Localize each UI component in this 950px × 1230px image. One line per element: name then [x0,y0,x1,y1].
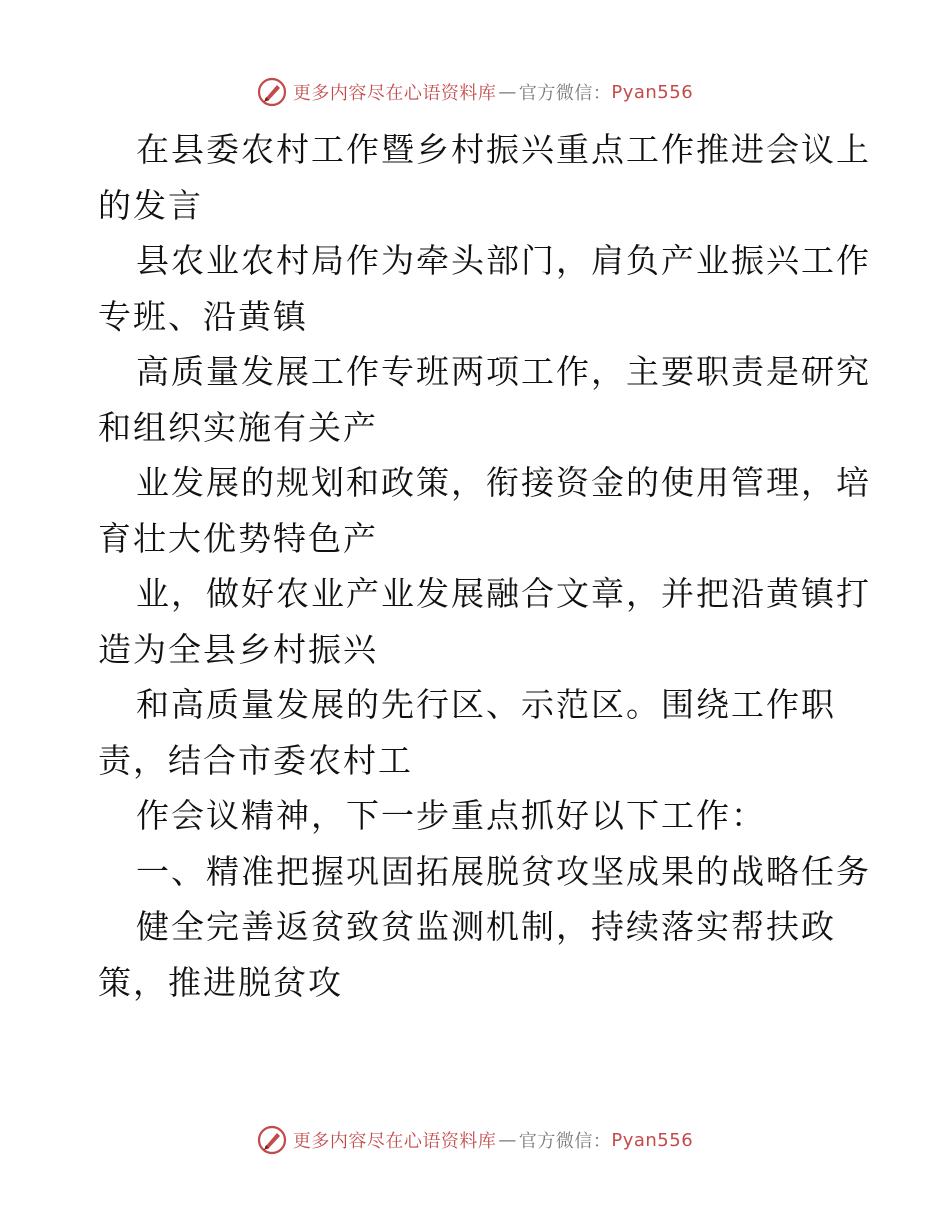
watermark-label: 官方微信： [518,83,612,104]
text-line: 县农业农村局作为牵头部门，肩负产业振兴工作 [136,241,871,280]
text-line: 在县委农村工作暨乡村振兴重点工作推进会议上 [136,130,871,169]
watermark-separator: — [498,1129,517,1151]
section-heading: 一、精准把握巩固拓展脱贫攻坚成果的战略任务 [136,851,871,891]
watermark-brand: 更多内容尽在心语资料库 [292,1131,497,1152]
text-line: 育壮大优势特色产 [98,518,378,558]
text-line: 高质量发展工作专班两项工作，主要职责是研究 [136,352,871,391]
text-line: 的发言 [98,185,203,225]
text-line: 造为全县乡村振兴 [98,629,378,669]
watermark-account: Pyan556 [611,81,694,103]
document-body [98,122,871,1010]
watermark-separator: — [498,81,517,103]
footer-watermark [0,1120,950,1160]
text-line: 责，结合市委农村工 [98,740,413,780]
text-line: 和高质量发展的先行区、示范区。围绕工作职 [136,685,836,724]
text-line: 策，推进脱贫攻 [98,962,343,1002]
pen-logo-icon [257,1125,287,1155]
watermark-brand: 更多内容尽在心语资料库 [292,83,497,104]
text-line: 业，做好农业产业发展融合文章，并把沿黄镇打 [136,574,871,613]
text-line: 和组织实施有关产 [98,407,378,447]
watermark-label: 官方微信： [518,1131,612,1152]
text-line: 作会议精神，下一步重点抓好以下工作： [136,796,766,835]
text-line: 专班、沿黄镇 [98,296,308,336]
text-line: 健全完善返贫致贫监测机制，持续落实帮扶政 [136,907,836,946]
pen-logo-icon [257,77,287,107]
header-watermark [0,72,950,112]
watermark-account: Pyan556 [611,1129,694,1151]
text-line: 业发展的规划和政策，衔接资金的使用管理，培 [136,463,871,502]
